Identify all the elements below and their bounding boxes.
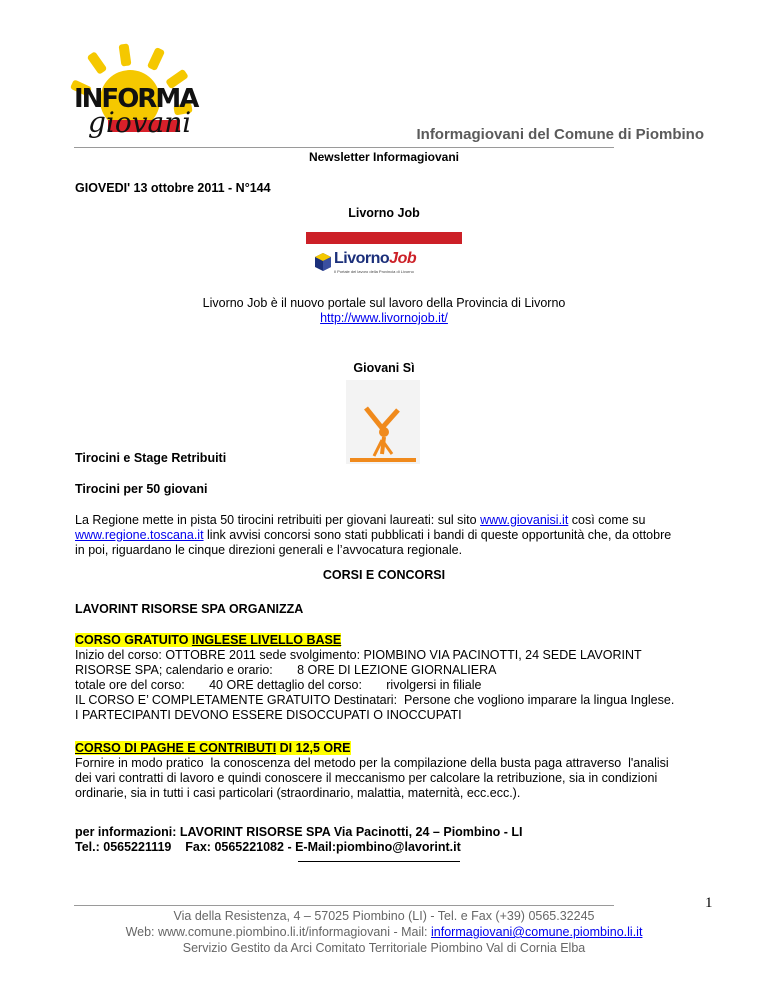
livorno-logo-tagline: Il Portale del lavoro della Provincia di Livorno: [334, 269, 414, 274]
course1-line: totale ore del corso: 40 ORE dettaglio del corso: rivolgersi in filiale: [75, 678, 482, 692]
course1-title: [75, 633, 725, 648]
footer-mail-link[interactable]: informagiovani@comune.piombino.li.it: [431, 925, 643, 939]
tirocini-text-c: link avvisi concorsi sono stati pubblicati i bandi di queste opportunità che, da ottobre: [203, 528, 672, 542]
course1-line: IL CORSO E’ COMPLETAMENTE GRATUITO Destinatari: Persone che vogliono imparare la lingua Inglese.: [75, 693, 675, 707]
org-name: Informagiovani del Comune di Piombino: [416, 126, 704, 143]
course2-line: Fornire in modo pratico la conoscenza del metodo per la compilazione della busta paga attraverso l'analisi: [75, 756, 669, 770]
footer-divider: [74, 905, 614, 906]
cube-icon: [314, 252, 332, 272]
info-line-1: per informazioni: LAVORINT RISORSE SPA Via Pacinotti, 24 – Piombino - LI: [75, 825, 523, 839]
giovani-si-image: [346, 380, 420, 464]
date-line: GIOVEDI' 13 ottobre 2011 - N°144: [75, 181, 271, 195]
livorno-job-title: Livorno Job: [348, 206, 420, 220]
header-divider: [74, 147, 614, 148]
tirocini-text-b: così come su: [568, 513, 646, 527]
course2-title: [75, 741, 725, 756]
footer-web: Web: www.comune.piombino.li.it/informagiovani - Mail:: [125, 925, 432, 939]
corsi-title: CORSI E CONCORSI: [322, 568, 446, 582]
tirocini-text-d: in poi, riguardano le cinque direzioni generali e l’avvocatura regionale.: [75, 543, 463, 557]
tirocini-heading: Tirocini e Stage Retribuiti: [75, 451, 227, 465]
livorno-job-link[interactable]: http://www.livornojob.it/: [320, 311, 448, 325]
page-number: 1: [705, 895, 713, 911]
regione-toscana-link[interactable]: www.regione.toscana.it: [75, 528, 204, 542]
course1-block: [75, 633, 725, 723]
lavorint-heading: LAVORINT RISORSE SPA ORGANIZZA: [75, 602, 304, 616]
giovanisi-link[interactable]: www.giovanisi.it: [480, 513, 569, 527]
livorno-red-bar: [306, 232, 462, 244]
logo-text-top: INFORMA: [74, 84, 198, 114]
dancer-icon: [346, 380, 420, 464]
newsletter-title: Newsletter Informagiovani: [308, 150, 460, 164]
course2-line: dei vari contratti di lavoro e quindi conoscere il meccanismo per calcolare la retribuzione, sia in condizioni: [75, 771, 658, 785]
livorno-logo-word-b: Job: [389, 250, 417, 267]
tirocini-text-a: La Regione mette in pista 50 tirocini retribuiti per giovani laureati: sul sito: [75, 513, 481, 527]
course1-line: I PARTECIPANTI DEVONO ESSERE DISOCCUPATI O INOCCUPATI: [75, 708, 462, 722]
livorno-job-description: Livorno Job è il nuovo portale sul lavoro della Provincia di Livorno: [202, 296, 566, 310]
course2-block: [75, 741, 725, 801]
informagiovani-logo: [68, 38, 198, 148]
livorno-logo-word-a: Livorno: [334, 250, 390, 267]
footer-web-mail: [0, 924, 768, 940]
tirocini-subheading: Tirocini per 50 giovani: [75, 482, 208, 496]
course2-title-a: CORSO DI PAGHE E CONTRIBUTI: [75, 741, 277, 755]
course2-title-b: DI 12,5 ORE: [276, 741, 351, 755]
livorno-job-url-wrap: [0, 311, 768, 326]
info-underline: [298, 861, 460, 862]
course2-line: ordinarie, sia in tutti i casi particolari (straordinario, malattia, maternità, ecc.ecc.).: [75, 786, 521, 800]
footer: [0, 908, 768, 956]
info-line-2: Tel.: 0565221119 Fax: 0565221082 - E-Mail:piombino@lavorint.it: [75, 840, 461, 854]
course1-title-b: INGLESE LIVELLO BASE: [191, 633, 342, 647]
logo-text-bottom: giovani: [88, 106, 192, 139]
livorno-job-logo: [306, 232, 462, 280]
tirocini-paragraph: [75, 513, 715, 558]
giovani-si-title: Giovani Sì: [353, 361, 415, 375]
footer-service: Servizio Gestito da Arci Comitato Territoriale Piombino Val di Cornia Elba: [182, 941, 586, 955]
course1-line: Inizio del corso: OTTOBRE 2011 sede svolgimento: PIOMBINO VIA PACINOTTI, 24 SEDE LAVORINT: [75, 648, 642, 662]
course1-line: RISORSE SPA; calendario e orario: 8 ORE DI LEZIONE GIORNALIERA: [75, 663, 497, 677]
course1-title-a: CORSO GRATUITO: [75, 633, 192, 647]
footer-address: Via della Resistenza, 4 – 57025 Piombino (LI) - Tel. e Fax (+39) 0565.32245: [173, 909, 595, 923]
